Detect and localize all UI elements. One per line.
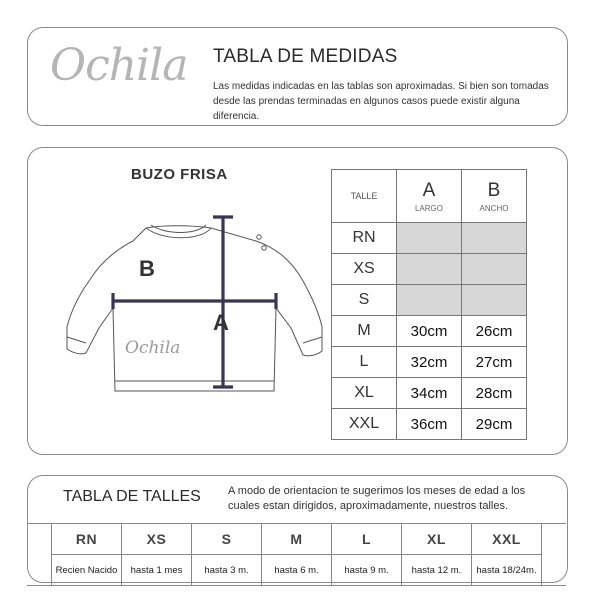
row-size: L <box>332 347 397 378</box>
row-largo <box>397 254 462 285</box>
row-largo: 36cm <box>397 409 462 440</box>
talle-age: hasta 9 m. <box>332 555 402 586</box>
shoulder-button-1 <box>257 235 261 239</box>
talles-edge-right <box>542 524 567 586</box>
talle-name: L <box>332 524 402 555</box>
talles-title: TABLA DE TALLES <box>63 488 201 505</box>
header-talle: TALLE <box>332 170 397 223</box>
talles-edge-left <box>27 524 52 586</box>
row-ancho <box>462 254 527 285</box>
brand-logo: Ochila <box>50 40 188 91</box>
talle-age: Recien Nacido <box>52 555 122 586</box>
garment-title: BUZO FRISA <box>131 166 228 183</box>
label-a: A <box>213 310 229 335</box>
row-ancho: 26cm <box>462 316 527 347</box>
table-row <box>332 347 527 378</box>
row-ancho: 28cm <box>462 378 527 409</box>
table-row <box>332 285 527 316</box>
talle-age: hasta 6 m. <box>262 555 332 586</box>
talle-name: S <box>192 524 262 555</box>
header-a-letter: A <box>422 179 436 201</box>
row-ancho: 29cm <box>462 409 527 440</box>
talles-ages-row <box>27 555 566 586</box>
header-a-label: LARGO <box>414 203 443 213</box>
row-size: XS <box>332 254 397 285</box>
table-row <box>332 316 527 347</box>
sweater-cuff-left <box>67 337 86 343</box>
talles-description: A modo de orientacion te sugerimos los meses de edad a los cuales estan dirigidos, aproximadamente, nuestros talles. <box>228 485 526 512</box>
sweater-illustration <box>41 203 331 393</box>
header-largo <box>397 170 462 223</box>
talle-name: M <box>262 524 332 555</box>
garment-panel <box>27 147 568 455</box>
row-size: RN <box>332 223 397 254</box>
medidas-header-panel <box>27 27 568 126</box>
size-table-header <box>332 170 527 223</box>
row-largo: 30cm <box>397 316 462 347</box>
table-row <box>332 254 527 285</box>
row-size: M <box>332 316 397 347</box>
table-row <box>332 409 527 440</box>
sweater-outline <box>67 226 322 391</box>
row-ancho <box>462 223 527 254</box>
row-largo: 32cm <box>397 347 462 378</box>
talle-name: XXL <box>472 524 542 555</box>
talle-name: XL <box>402 524 472 555</box>
talle-age: hasta 18/24m. <box>472 555 542 586</box>
talles-panel <box>27 475 568 583</box>
header-ancho <box>462 170 527 223</box>
table-row <box>332 223 527 254</box>
row-size: XL <box>332 378 397 409</box>
talle-age: hasta 3 m. <box>192 555 262 586</box>
talle-age: hasta 1 mes <box>122 555 192 586</box>
row-ancho: 27cm <box>462 347 527 378</box>
row-size: XXL <box>332 409 397 440</box>
label-b: B <box>139 256 155 281</box>
talle-age: hasta 12 m. <box>402 555 472 586</box>
shoulder-button-2 <box>262 246 266 250</box>
talle-name: XS <box>122 524 192 555</box>
talles-names-row <box>27 524 566 555</box>
medidas-description: Las medidas indicadas en las tablas son aproximadas. Si bien son tomadas desde las prendas terminadas en algunos casos puede existir alguna diferencia. <box>213 81 549 122</box>
sweater-logo: Ochila <box>125 338 181 358</box>
row-largo: 34cm <box>397 378 462 409</box>
row-largo <box>397 223 462 254</box>
size-table <box>331 169 527 440</box>
header-b-label: ANCHO <box>479 203 509 213</box>
row-size: S <box>332 285 397 316</box>
sweater-cuff-right <box>303 337 322 343</box>
header-b-letter: B <box>487 179 501 201</box>
talles-table <box>27 523 566 586</box>
talle-name: RN <box>52 524 122 555</box>
row-ancho <box>462 285 527 316</box>
medidas-title: TABLA DE MEDIDAS <box>213 46 398 67</box>
row-largo <box>397 285 462 316</box>
table-row <box>332 378 527 409</box>
